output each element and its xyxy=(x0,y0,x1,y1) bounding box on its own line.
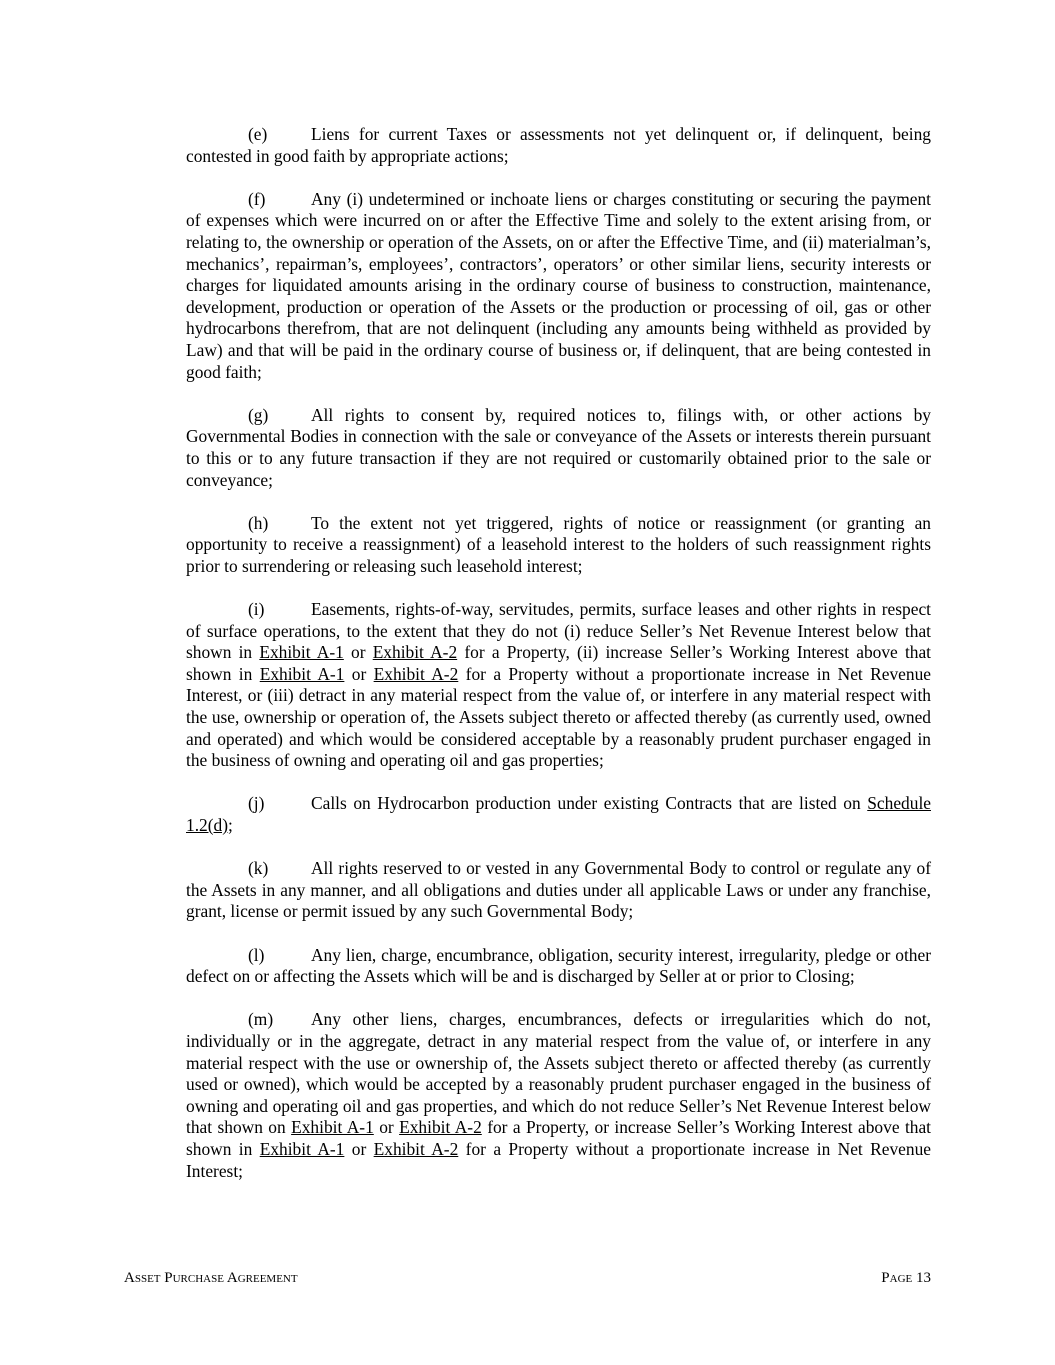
clause-paragraph xyxy=(186,858,931,923)
cross-reference: Exhibit A-1 xyxy=(259,663,345,684)
document-body xyxy=(186,124,931,1204)
clause-text: All rights reserved to or vested in any Governmental Body to control or regulate any of the Assets in any manner, and all obligations and duties under all applicable Laws or under any franchise, grant, license or permit issued by any such Governmental Body; xyxy=(186,858,931,922)
clause-text: To the extent not yet triggered, rights of notice or reassignment (or granting an opportunity to receive a reassignment) of a leasehold interest to the holders of such reassignment rights prior to surrendering or releasing such leasehold interest; xyxy=(186,512,931,576)
clause-marker: (l) xyxy=(248,944,265,965)
clause-marker: (f) xyxy=(248,188,266,209)
clause-marker: (h) xyxy=(248,512,269,533)
cross-reference: Exhibit A-2 xyxy=(372,642,458,663)
clause-text: Any lien, charge, encumbrance, obligation, security interest, irregularity, pledge or other defect on or affecting the Assets which will be and is discharged by Seller at or prior to Closing; xyxy=(186,944,931,987)
cross-reference: Exhibit A-2 xyxy=(373,663,459,684)
cross-reference: Exhibit A-1 xyxy=(259,1138,345,1159)
cross-reference: Schedule 1.2(d) xyxy=(186,793,931,835)
footer-document-title: Asset Purchase Agreement xyxy=(124,1270,298,1286)
clause-marker: (e) xyxy=(248,124,268,144)
clause-text: or xyxy=(373,1117,400,1138)
clause-paragraph xyxy=(186,599,931,772)
clause-text: or xyxy=(344,663,374,684)
footer-page-number: Page 13 xyxy=(881,1270,931,1286)
clause-text: Calls on Hydrocarbon production under existing Contracts that are listed on xyxy=(311,793,868,814)
cross-reference: Exhibit A-1 xyxy=(291,1117,374,1138)
cross-reference: Exhibit A-1 xyxy=(259,642,344,663)
clause-marker: (g) xyxy=(248,404,269,425)
clause-paragraph xyxy=(186,405,931,491)
clause-text: for a Property without a proportionate increase in Net Revenue Interest; xyxy=(186,1138,931,1181)
clause-text: ; xyxy=(228,815,233,835)
clause-text: for a Property, (ii) increase Seller’s Working Interest above that shown in xyxy=(186,642,932,684)
clause-text: All rights to consent by, required notices to, filings with, or other actions by Governmental Bodies in connection with the sale or conveyance of the Assets or interests therein pursuant to this or to any future transaction if they are not required or customarily obtained prior to the sale or conveyance; xyxy=(186,404,931,490)
clause-text: Any (i) undetermined or inchoate liens or charges constituting or securing the payment of expenses which were incurred on or after the Effective Time and solely to the extent arising from, or relating to, the ownership or operation of the Assets, on or after the Effective Time, and (ii) materialman’s, mechanics’, repairman’s, employees’, contractors’, operators’ or other similar liens, security interests or charges for liquidated amounts arising in the ordinary course of business to construction, maintenance, development, production or operation of the Assets or the production or processing of oil, gas or other hydrocarbons therefrom, that are not delinquent (including any amounts being withheld as provided by Law) and that will be paid in the ordinary course of business or, if delinquent, that are being contested in good faith; xyxy=(186,188,931,382)
clause-paragraph xyxy=(186,513,931,578)
clause-text: or xyxy=(343,642,373,663)
clause-text: or xyxy=(344,1138,374,1159)
cross-reference: Exhibit A-2 xyxy=(373,1138,459,1159)
clause-paragraph xyxy=(186,793,931,836)
clause-text: Liens for current Taxes or assessments not yet delinquent or, if delinquent, being contested in good faith by appropriate actions; xyxy=(186,124,931,166)
clause-paragraph xyxy=(186,189,931,383)
clause-paragraph xyxy=(186,945,931,988)
cross-reference: Exhibit A-2 xyxy=(399,1117,482,1138)
clause-marker: (j) xyxy=(248,793,265,814)
clause-text: Easements, rights-of-way, servitudes, permits, surface leases and other rights in respect of surface operations, to the extent that they do not (i) reduce Seller’s Net Revenue Interest below that shown in xyxy=(186,599,931,663)
clause-paragraph xyxy=(186,124,931,167)
clause-text: for a Property without a proportionate increase in Net Revenue Interest, or (iii) detract in any material respect from the value of, or interfere in any material respect with the use, ownership or operation of, the Assets subject thereto or affected thereby (as currently used, owned and operated) and which would be considered acceptable by a reasonably prudent purchaser engaged in the business of owning and operating oil and gas properties; xyxy=(186,663,931,771)
clause-paragraph xyxy=(186,1009,931,1182)
clause-marker: (i) xyxy=(248,599,265,620)
clause-marker: (m) xyxy=(248,1009,274,1030)
clause-text: Any other liens, charges, encumbrances, defects or irregularities which do not, individually or in the aggregate, detract in any material respect from the value of, or interfere in any material respect with the use or ownership of, the Assets subject thereto or affected thereby (as currently used or owned), which would be accepted by a reasonably prudent purchaser engaged in the business of owning and operating oil and gas properties, and which do not reduce Seller’s Net Revenue Interest below that shown on xyxy=(186,1009,931,1138)
clause-marker: (k) xyxy=(248,858,269,879)
clause-text: for a Property, or increase Seller’s Working Interest above that shown in xyxy=(186,1117,932,1159)
